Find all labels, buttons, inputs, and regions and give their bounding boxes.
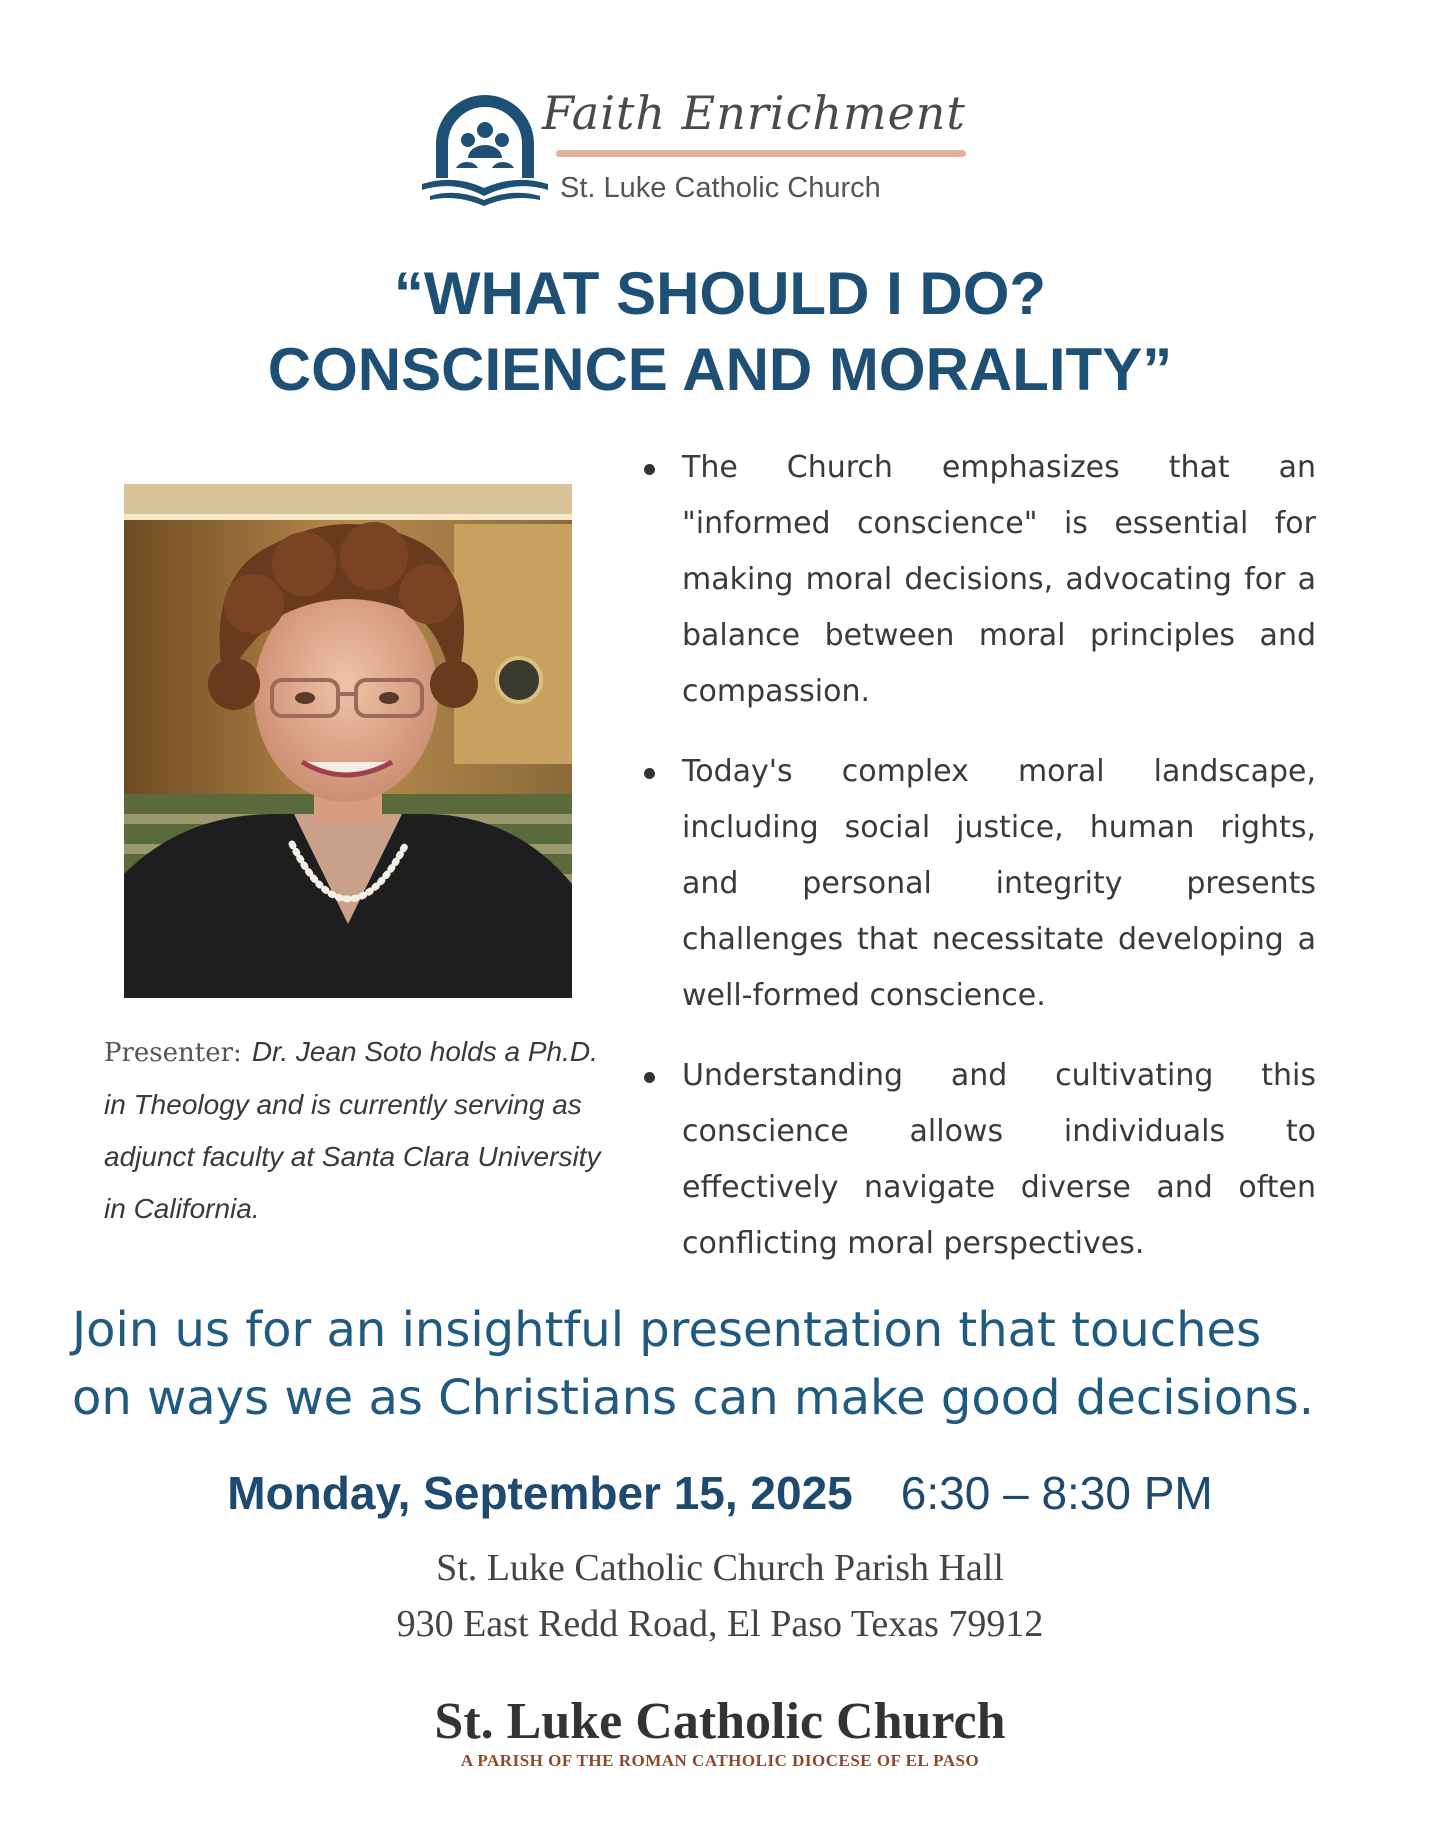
invitation-line-2: on ways we as Christians can make good decisions. <box>72 1370 1314 1426</box>
presenter-label: Presenter: <box>104 1038 242 1068</box>
parish-name: St. Luke Catholic Church <box>560 172 881 204</box>
event-datetime <box>0 1466 1440 1520</box>
invitation-text <box>72 1296 1392 1432</box>
key-point-text: Understanding and cultivating this conscience allows individuals to effectively navigate diverse and often conflicting moral perspectives. <box>682 1058 1316 1261</box>
event-time: 6:30 – 8:30 PM <box>900 1467 1213 1519</box>
key-point-text: The Church emphasizes that an "informed conscience" is essential for making moral decisions, advocating for a balance between moral principles and compassion. <box>682 450 1316 709</box>
bullet-dot-icon <box>644 464 655 475</box>
key-point-item <box>640 1048 1316 1272</box>
event-title-line-1: “WHAT SHOULD I DO? <box>393 260 1047 327</box>
invitation-line-1: Join us for an insightful presentation that touches <box>72 1302 1262 1358</box>
event-venue <box>0 1540 1440 1652</box>
church-footer-logo <box>0 1692 1440 1771</box>
program-name: Faith Enrichment <box>542 86 966 140</box>
logo-divider <box>556 150 966 157</box>
bullet-dot-icon <box>644 1072 655 1083</box>
event-title <box>0 256 1440 408</box>
key-point-item <box>640 744 1316 1024</box>
faith-enrichment-emblem-icon <box>420 86 550 206</box>
presenter-caption <box>104 1026 604 1235</box>
presenter-bio: Dr. Jean Soto holds a Ph.D. in Theology and is currently serving as adjunct faculty at Santa Clara University in California. <box>104 1036 601 1224</box>
venue-address: 930 East Redd Road, El Paso Texas 79912 <box>396 1603 1044 1645</box>
presenter-photo <box>124 484 572 998</box>
faith-enrichment-logo <box>420 86 1020 216</box>
event-title-line-2: CONSCIENCE AND MORALITY” <box>267 336 1173 403</box>
key-point-item <box>640 440 1316 720</box>
event-date: Monday, September 15, 2025 <box>227 1467 853 1519</box>
footer-church-name: St. Luke Catholic Church <box>434 1693 1006 1750</box>
venue-name: St. Luke Catholic Church Parish Hall <box>436 1547 1004 1589</box>
footer-diocese-tagline: A PARISH OF THE ROMAN CATHOLIC DIOCESE OF EL PASO <box>460 1751 980 1770</box>
key-point-text: Today's complex moral landscape, including social justice, human rights, and personal integrity presents challenges that necessitate developing a well-formed conscience. <box>682 754 1316 1013</box>
bullet-dot-icon <box>644 768 655 779</box>
key-points-list <box>640 440 1316 1296</box>
